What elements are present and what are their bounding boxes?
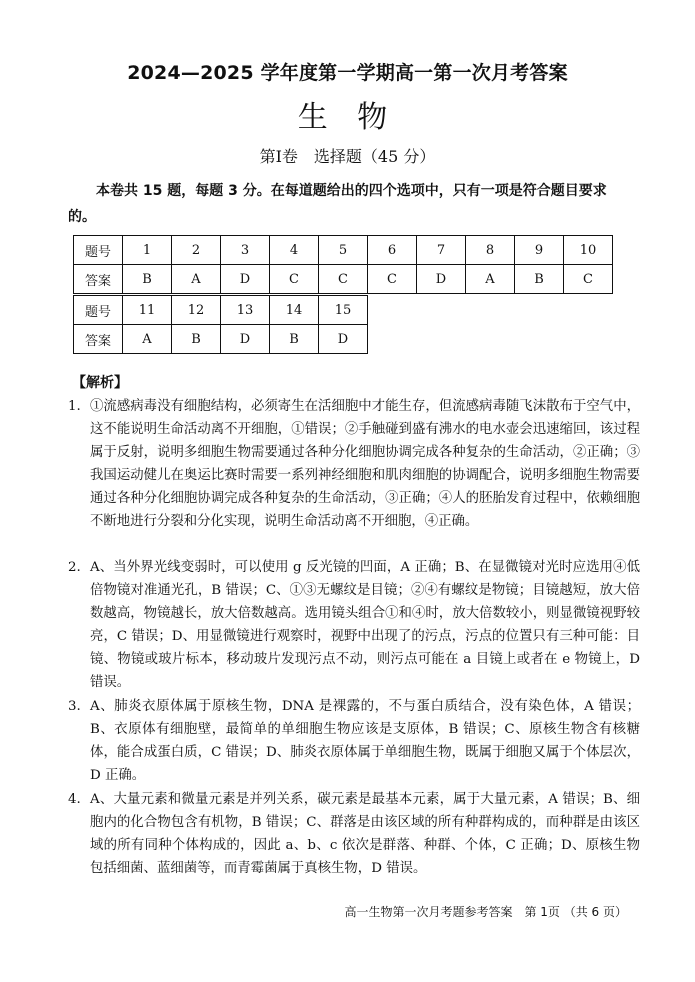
question-number: 14 xyxy=(270,296,319,325)
item-text: A、肺炎衣原体属于原核生物，DNA 是裸露的，不与蛋白质结合，没有染色体，A 错误；B、衣原体有细胞壁，最简单的单细胞生物应该是支原体，B 错误；C、原核生物含有核糖体，能合成蛋白质，C 错误；D、肺炎衣原体属于单细胞生物，既属于细胞又属于个体层次，D 正确。 xyxy=(90,699,640,783)
answer-cell: D xyxy=(319,325,368,354)
answer-cell: A xyxy=(123,325,172,354)
answer-table-1 xyxy=(73,235,613,294)
question-number: 2 xyxy=(172,236,221,265)
question-number: 6 xyxy=(368,236,417,265)
page-title: 2024—2025 学年度第一学期高一第一次月考答案 xyxy=(127,62,568,84)
answer-cell: C xyxy=(319,265,368,294)
question-number: 10 xyxy=(564,236,613,265)
question-number-row xyxy=(74,236,613,265)
question-number-row xyxy=(74,296,368,325)
subject-title: 生 物 xyxy=(297,100,398,135)
item-text: A、大量元素和微量元素是并列关系，碳元素是最基本元素，属于大量元素，A 错误；B、细胞内的化合物包含有机物，B 错误；C、群落是由该区域的所有种群构成的，而种群是由该区域的所有同种个体构成的，因此 a、b、c 依次是群落、种群、个体，C 正确；D、原核生物包括细菌、蓝细菌等，而青霉菌属于真核生物，D 错误。 xyxy=(90,792,640,876)
item-text: ①流感病毒没有细胞结构，必须寄生在活细胞中才能生存，但流感病毒随飞沫散布于空气中，这不能说明生命活动离不开细胞，①错误；②手触碰到盛有沸水的电水壶会迅速缩回，该过程属于反射，说明多细胞生物需要通过各种分化细胞协调完成各种复杂的生命活动，②正确；③我国运动健儿在奥运比赛时需要一系列神经细胞和肌肉细胞的协调配合，说明多细胞生物需要通过各种分化细胞协调完成各种复杂的生命活动，③正确；④人的胚胎发育过程中，依赖细胞不断地进行分裂和分化实现，说明生命活动离不开细胞，④正确。 xyxy=(90,399,640,529)
section-title: 第Ⅰ卷 选择题（45 分） xyxy=(259,147,436,166)
answer-cell: B xyxy=(172,325,221,354)
question-number: 13 xyxy=(221,296,270,325)
answer-row xyxy=(74,265,613,294)
answer-cell: D xyxy=(417,265,466,294)
answer-cell: C xyxy=(564,265,613,294)
analysis-item xyxy=(68,788,640,880)
question-number: 8 xyxy=(466,236,515,265)
row-label: 题号 xyxy=(74,296,123,325)
analysis-item xyxy=(68,695,640,787)
answer-cell: D xyxy=(221,265,270,294)
question-number: 1 xyxy=(123,236,172,265)
question-number: 12 xyxy=(172,296,221,325)
question-number: 11 xyxy=(123,296,172,325)
question-number: 9 xyxy=(515,236,564,265)
analysis-heading: 【解析】 xyxy=(72,375,128,391)
item-text: A、当外界光线变弱时，可以使用 g 反光镜的凹面，A 正确；B、在显微镜对光时应选用④低倍物镜对准通光孔，B 错误；C、①③无螺纹是目镜；②④有螺纹是物镜；目镜越短，放大倍数越高，物镜越长，放大倍数越高。选用镜头组合①和④时，放大倍数较小，则显微镜视野较亮，C 错误；D、用显微镜进行观察时，视野中出现了的污点，污点的位置只有三种可能：目镜、物镜或玻片标本，移动玻片发现污点不动，则污点可能在 a 目镜上或者在 e 物镜上，D 错误。 xyxy=(90,560,640,690)
answer-cell: A xyxy=(466,265,515,294)
answer-cell: C xyxy=(270,265,319,294)
question-number: 4 xyxy=(270,236,319,265)
question-number: 15 xyxy=(319,296,368,325)
answer-cell: B xyxy=(123,265,172,294)
instructions: 本卷共 15 题，每题 3 分。在每道题给出的四个选项中，只有一项是符合题目要求的。 xyxy=(68,183,607,225)
row-label: 题号 xyxy=(74,236,123,265)
answer-cell: D xyxy=(221,325,270,354)
analysis-item xyxy=(68,395,640,533)
analysis-item xyxy=(68,556,640,694)
row-label: 答案 xyxy=(74,325,123,354)
question-number: 7 xyxy=(417,236,466,265)
answer-cell: B xyxy=(515,265,564,294)
item-number: 4. xyxy=(68,792,81,807)
page-footer: 高一生物第一次月考题参考答案 第 1页 （共 6 页） xyxy=(344,905,627,919)
item-number: 2. xyxy=(68,560,81,575)
answer-cell: C xyxy=(368,265,417,294)
answer-row xyxy=(74,325,368,354)
answer-table-2 xyxy=(73,295,368,354)
answer-cell: B xyxy=(270,325,319,354)
item-number: 1. xyxy=(68,399,81,414)
answer-cell: A xyxy=(172,265,221,294)
row-label: 答案 xyxy=(74,265,123,294)
question-number: 5 xyxy=(319,236,368,265)
item-number: 3. xyxy=(68,699,81,714)
question-number: 3 xyxy=(221,236,270,265)
